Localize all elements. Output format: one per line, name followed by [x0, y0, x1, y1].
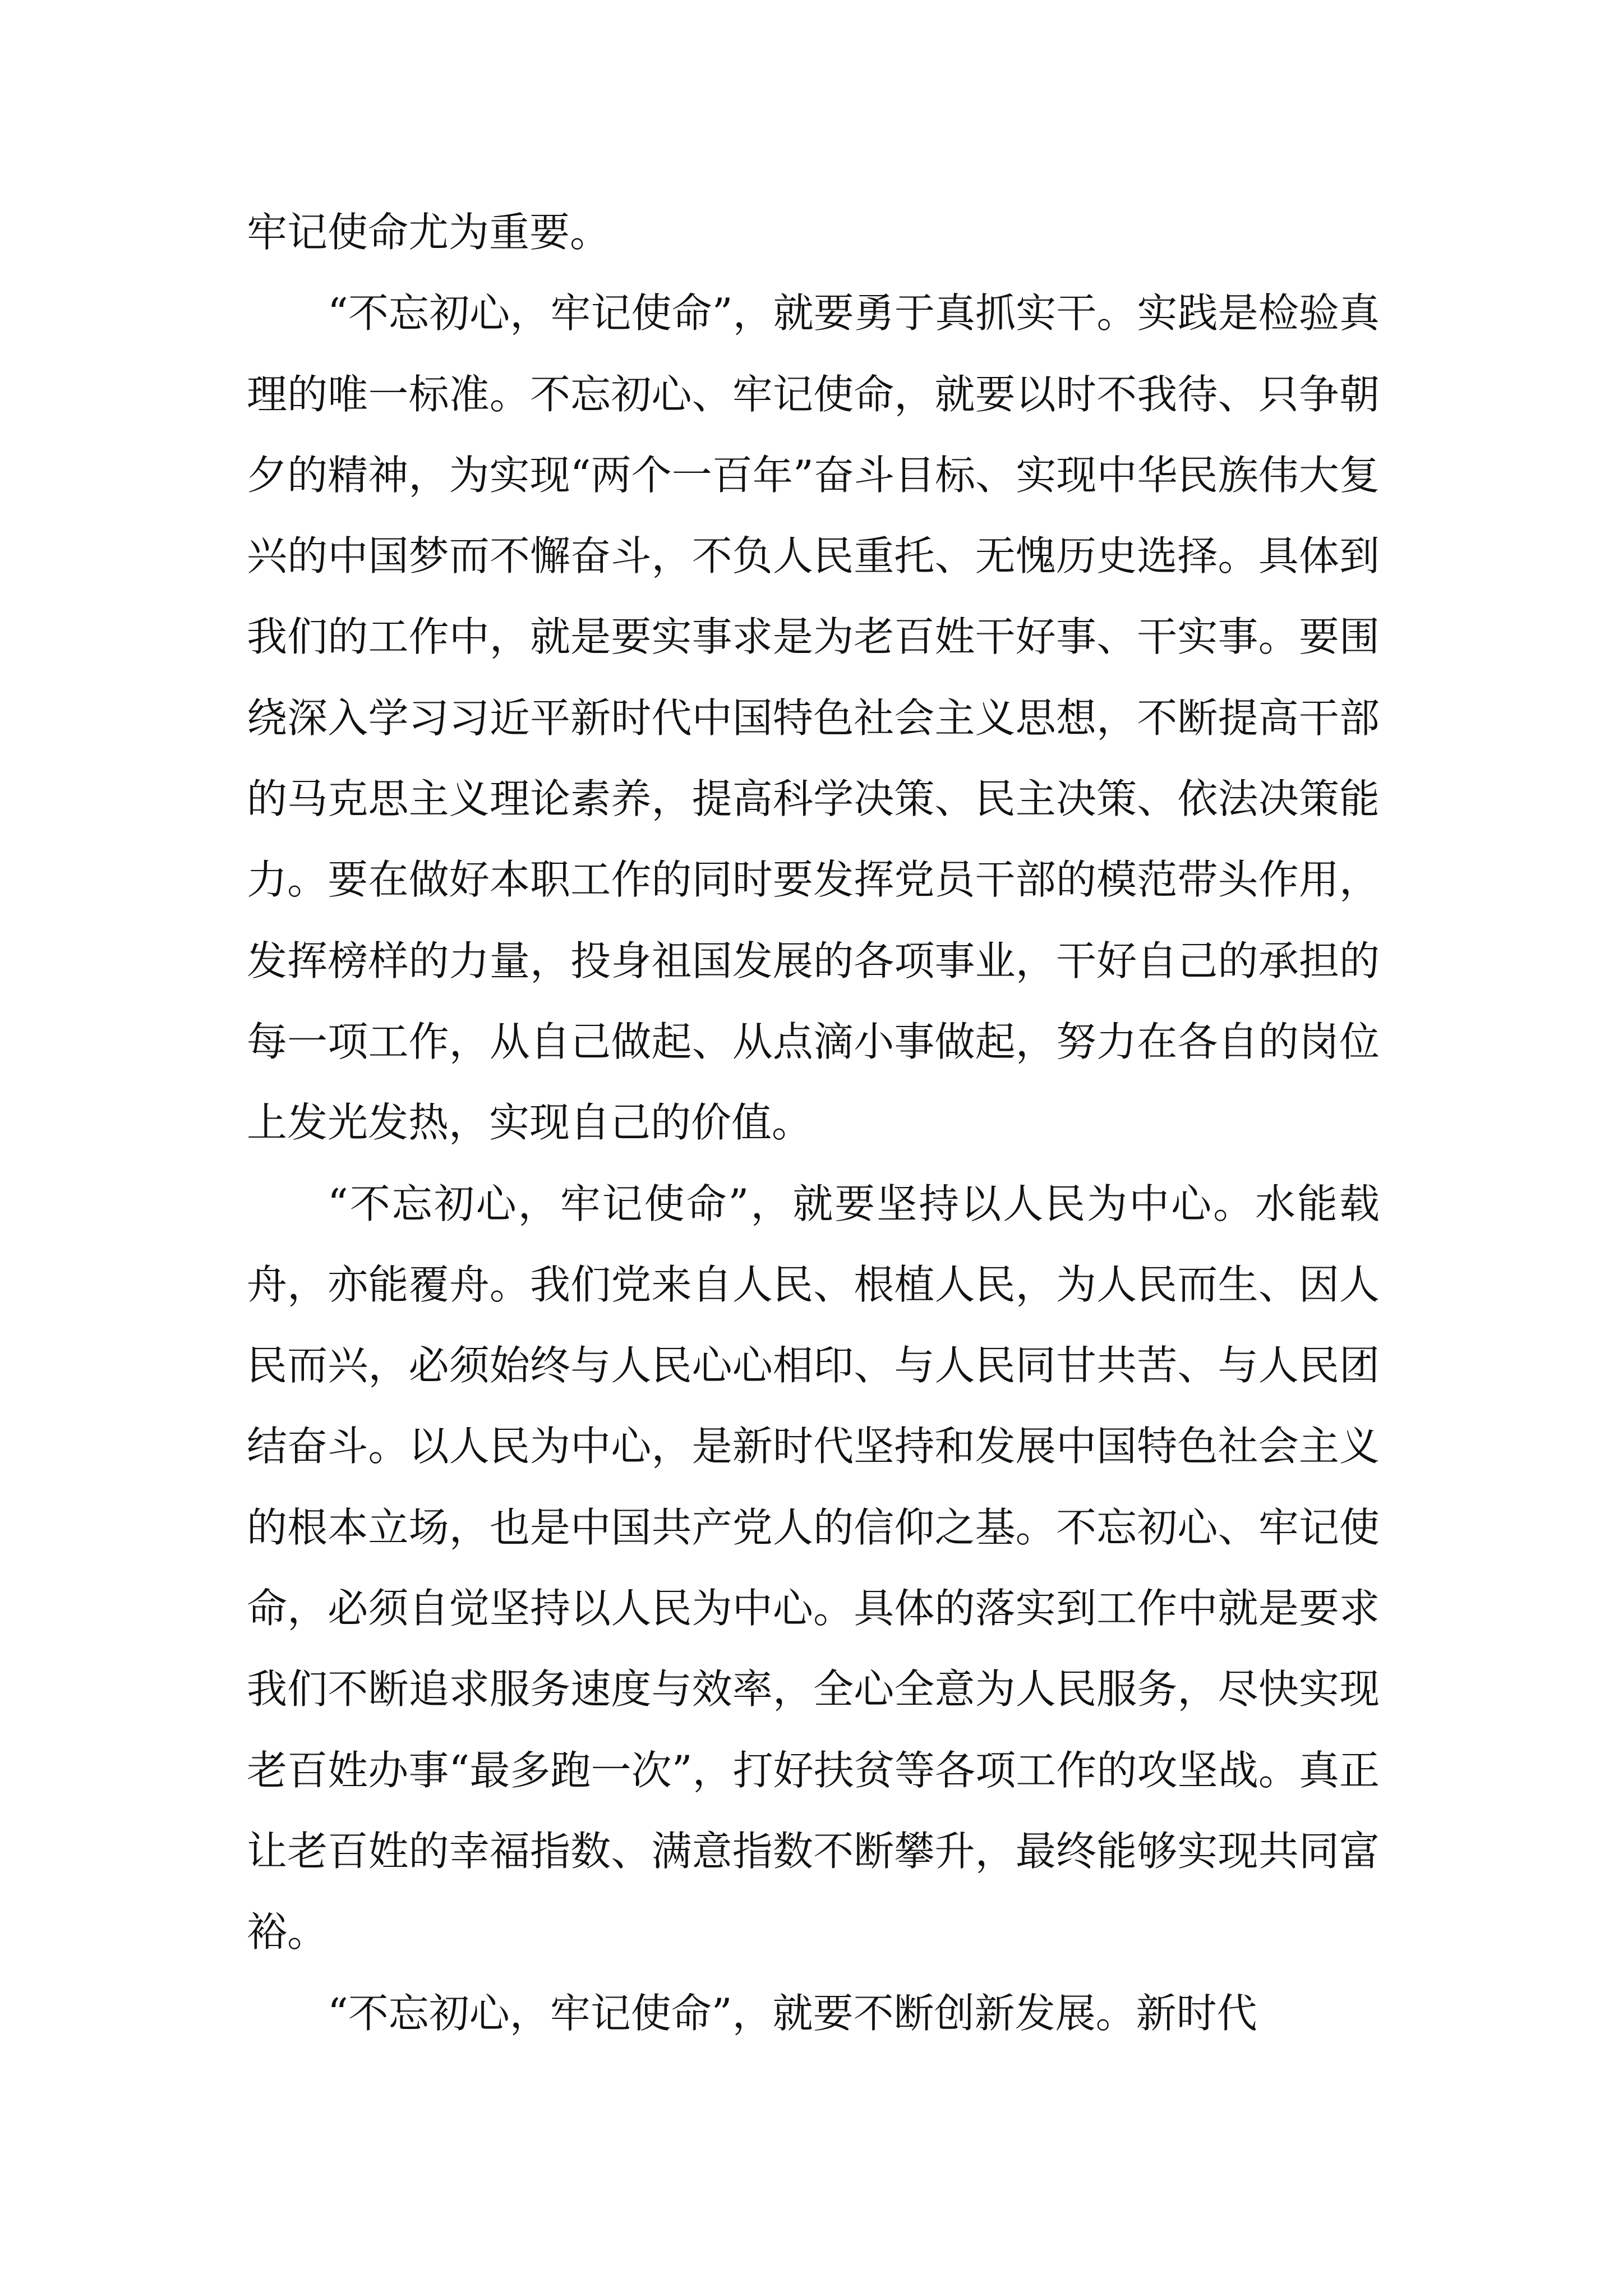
paragraph-2: “不忘初心，牢记使命”，就要勇于真抓实干。实践是检验真理的唯一标准。不忘初心、牢记使命，就要以时不我待、只争朝夕的精神，为实现“两个一百年”奋斗目标、实现中华民族伟大复兴的中国梦而不懈奋斗，不负人民重托、无愧历史选择。具体到我们的工作中，就是要实事求是为老百姓干好事、干实事。要围绕深入学习习近平新时代中国特色社会主义思想，不断提高干部的马克思主义理论素养，提高科学决策、民主决策、依法决策能力。要在做好本职工作的同时要发挥党员干部的模范带头作用，发挥榜样的力量，投身祖国发展的各项事业，干好自己的承担的每一项工作，从自己做起、从点滴小事做起，努力在各自的岗位上发光发热，实现自己的价值。 [247, 289, 1380, 1147]
body-text [247, 192, 1380, 2054]
paragraph-3: “不忘初心，牢记使命”，就要坚持以人民为中心。水能载舟，亦能覆舟。我们党来自人民、根植人民，为人民而生、因人民而兴，必须始终与人民心心相印、与人民同甘共苦、与人民团结奋斗。以人民为中心，是新时代坚持和发展中国特色社会主义的根本立场，也是中国共产党人的信仰之基。不忘初心、牢记使命，必须自觉坚持以人民为中心。具体的落实到工作中就是要求我们不断追求服务速度与效率，全心全意为人民服务，尽快实现老百姓办事“最多跑一次”，打好扶贫等各项工作的攻坚战。真正让老百姓的幸福指数、满意指数不断攀升，最终能够实现共同富裕。 [247, 1180, 1380, 1956]
paragraph-1: 牢记使命尤为重要。 [247, 209, 611, 256]
paragraph-4: “不忘初心，牢记使命”，就要不断创新发展。新时代 [328, 1989, 1257, 2037]
